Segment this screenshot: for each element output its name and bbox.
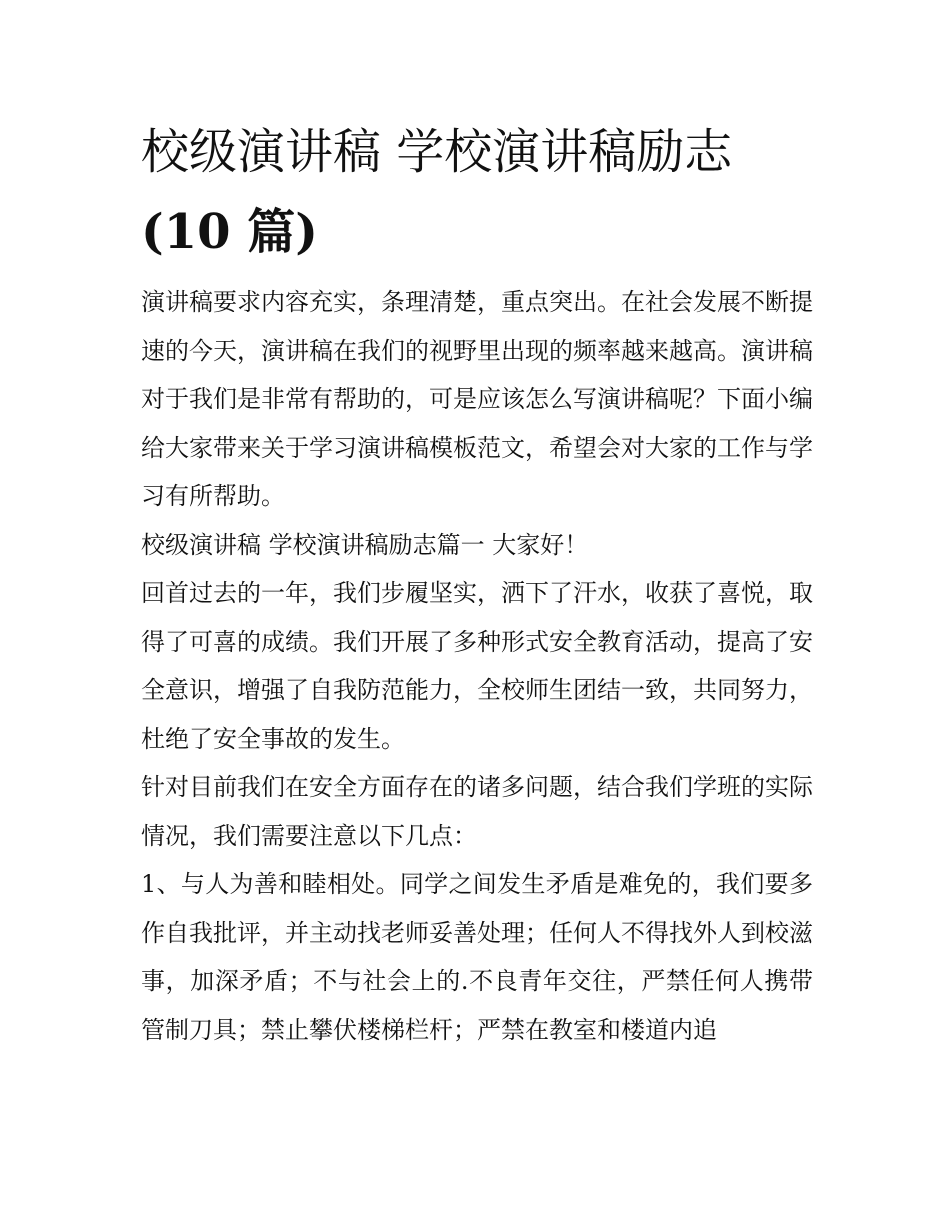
title-line-2: (10 篇) [141,204,318,260]
document-title [141,112,813,272]
body-paragraph-3: 1、与人为善和睦相处。同学之间发生矛盾是难免的，我们要多作自我批评，并主动找老师妥善处理；任何人不得找外人到校滋事，加深矛盾；不与社会上的.不良青年交往，严禁任何人携带管制刀具；禁止攀伏楼梯栏杆；严禁在教室和楼道内追 [141,870,813,1044]
intro-paragraph: 演讲稿要求内容充实，条理清楚，重点突出。在社会发展不断提速的今天，演讲稿在我们的视野里出现的频率越来越高。演讲稿对于我们是非常有帮助的，可是应该怎么写演讲稿呢？下面小编给大家带来关于学习演讲稿模板范文，希望会对大家的工作与学习有所帮助。 [141,288,813,510]
section-heading: 校级演讲稿 学校演讲稿励志篇一 大家好！ [141,530,589,559]
body-paragraph-1: 回首过去的一年，我们步履坚实，洒下了汗水，收获了喜悦，取得了可喜的成绩。我们开展了多种形式安全教育活动，提高了安全意识，增强了自我防范能力，全校师生团结一致，共同努力，杜绝了安全事故的发生。 [141,579,813,753]
document-page [141,112,813,1054]
body-paragraph-2: 针对目前我们在安全方面存在的诸多问题，结合我们学班的实际情况，我们需要注意以下几点： [141,773,813,850]
title-line-1: 校级演讲稿 学校演讲稿励志 [141,124,733,180]
